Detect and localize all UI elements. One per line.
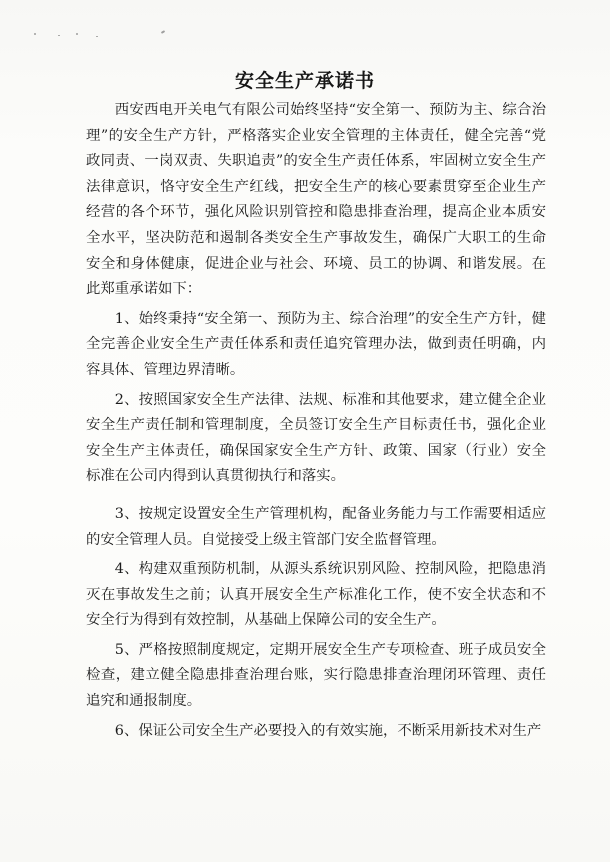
scan-speck [76,33,78,35]
scan-speck [58,35,60,36]
commitment-item-6: 6、保证公司安全生产必要投入的有效实施，不断采用新技术对生产 [114,722,542,739]
commitment-item-2: 2、按照国家安全生产法律、法规、标准和其他要求，建立健全企业安全生产责任制和管理制度，全员签订安全生产目标责任书，强化企业安全生产主体责任，确保国家安全生产方针、政策、国家（行业）安全标准在公司内得到认真贯彻执行和落实。 [86,391,546,485]
document-title: 安全生产承诺书 [234,70,375,92]
intro-paragraph: 西安西电开关电气有限公司始终坚持“安全第一、预防为主、综合治理”的安全生产方针，严格落实企业安全管理的主体责任，健全完善“党政同责、一岗双责、失职追责”的安全生产责任体系，牢固树立安全生产法律意识，恪守安全生产红线，把安全生产的核心要素贯穿至企业生产经营的各个环节，强化风险识别管控和隐患排查治理，提高企业本质安全水平，坚决防范和遏制各类安全生产事故发生，确保广大职工的生命安全和身体健康，促进企业与社会、环境、员工的协调、和谐发展。在此郑重承诺如下： [86,102,546,298]
commitment-item-1: 1、始终秉持“安全第一、预防为主、综合治理”的安全生产方针，健全完善企业安全生产责任体系和责任追究管理办法，做到责任明确，内容具体、管理边界清晰。 [86,310,546,378]
scan-speck [34,33,36,35]
commitment-item-4: 4、构建双重预防机制，从源头系统识别风险、控制风险，把隐患消灭在事故发生之前；认真开展安全生产标准化工作，使不安全状态和不安全行为得到有效控制，从基础上保障公司的安全生产。 [86,561,546,629]
document-body [86,98,546,744]
scan-speck [96,36,98,37]
commitment-item-3: 3、按规定设置安全生产管理机构，配备业务能力与工作需要相适应的安全管理人员。自觉接受上级主管部门安全监督管理。 [86,505,546,548]
scan-speck [161,30,165,34]
commitment-item-5: 5、严格按照制度规定，定期开展安全生产专项检查、班子成员安全检查，建立健全隐患排查治理台账，实行隐患排查治理闭环管理、责任追究和通报制度。 [86,641,546,710]
